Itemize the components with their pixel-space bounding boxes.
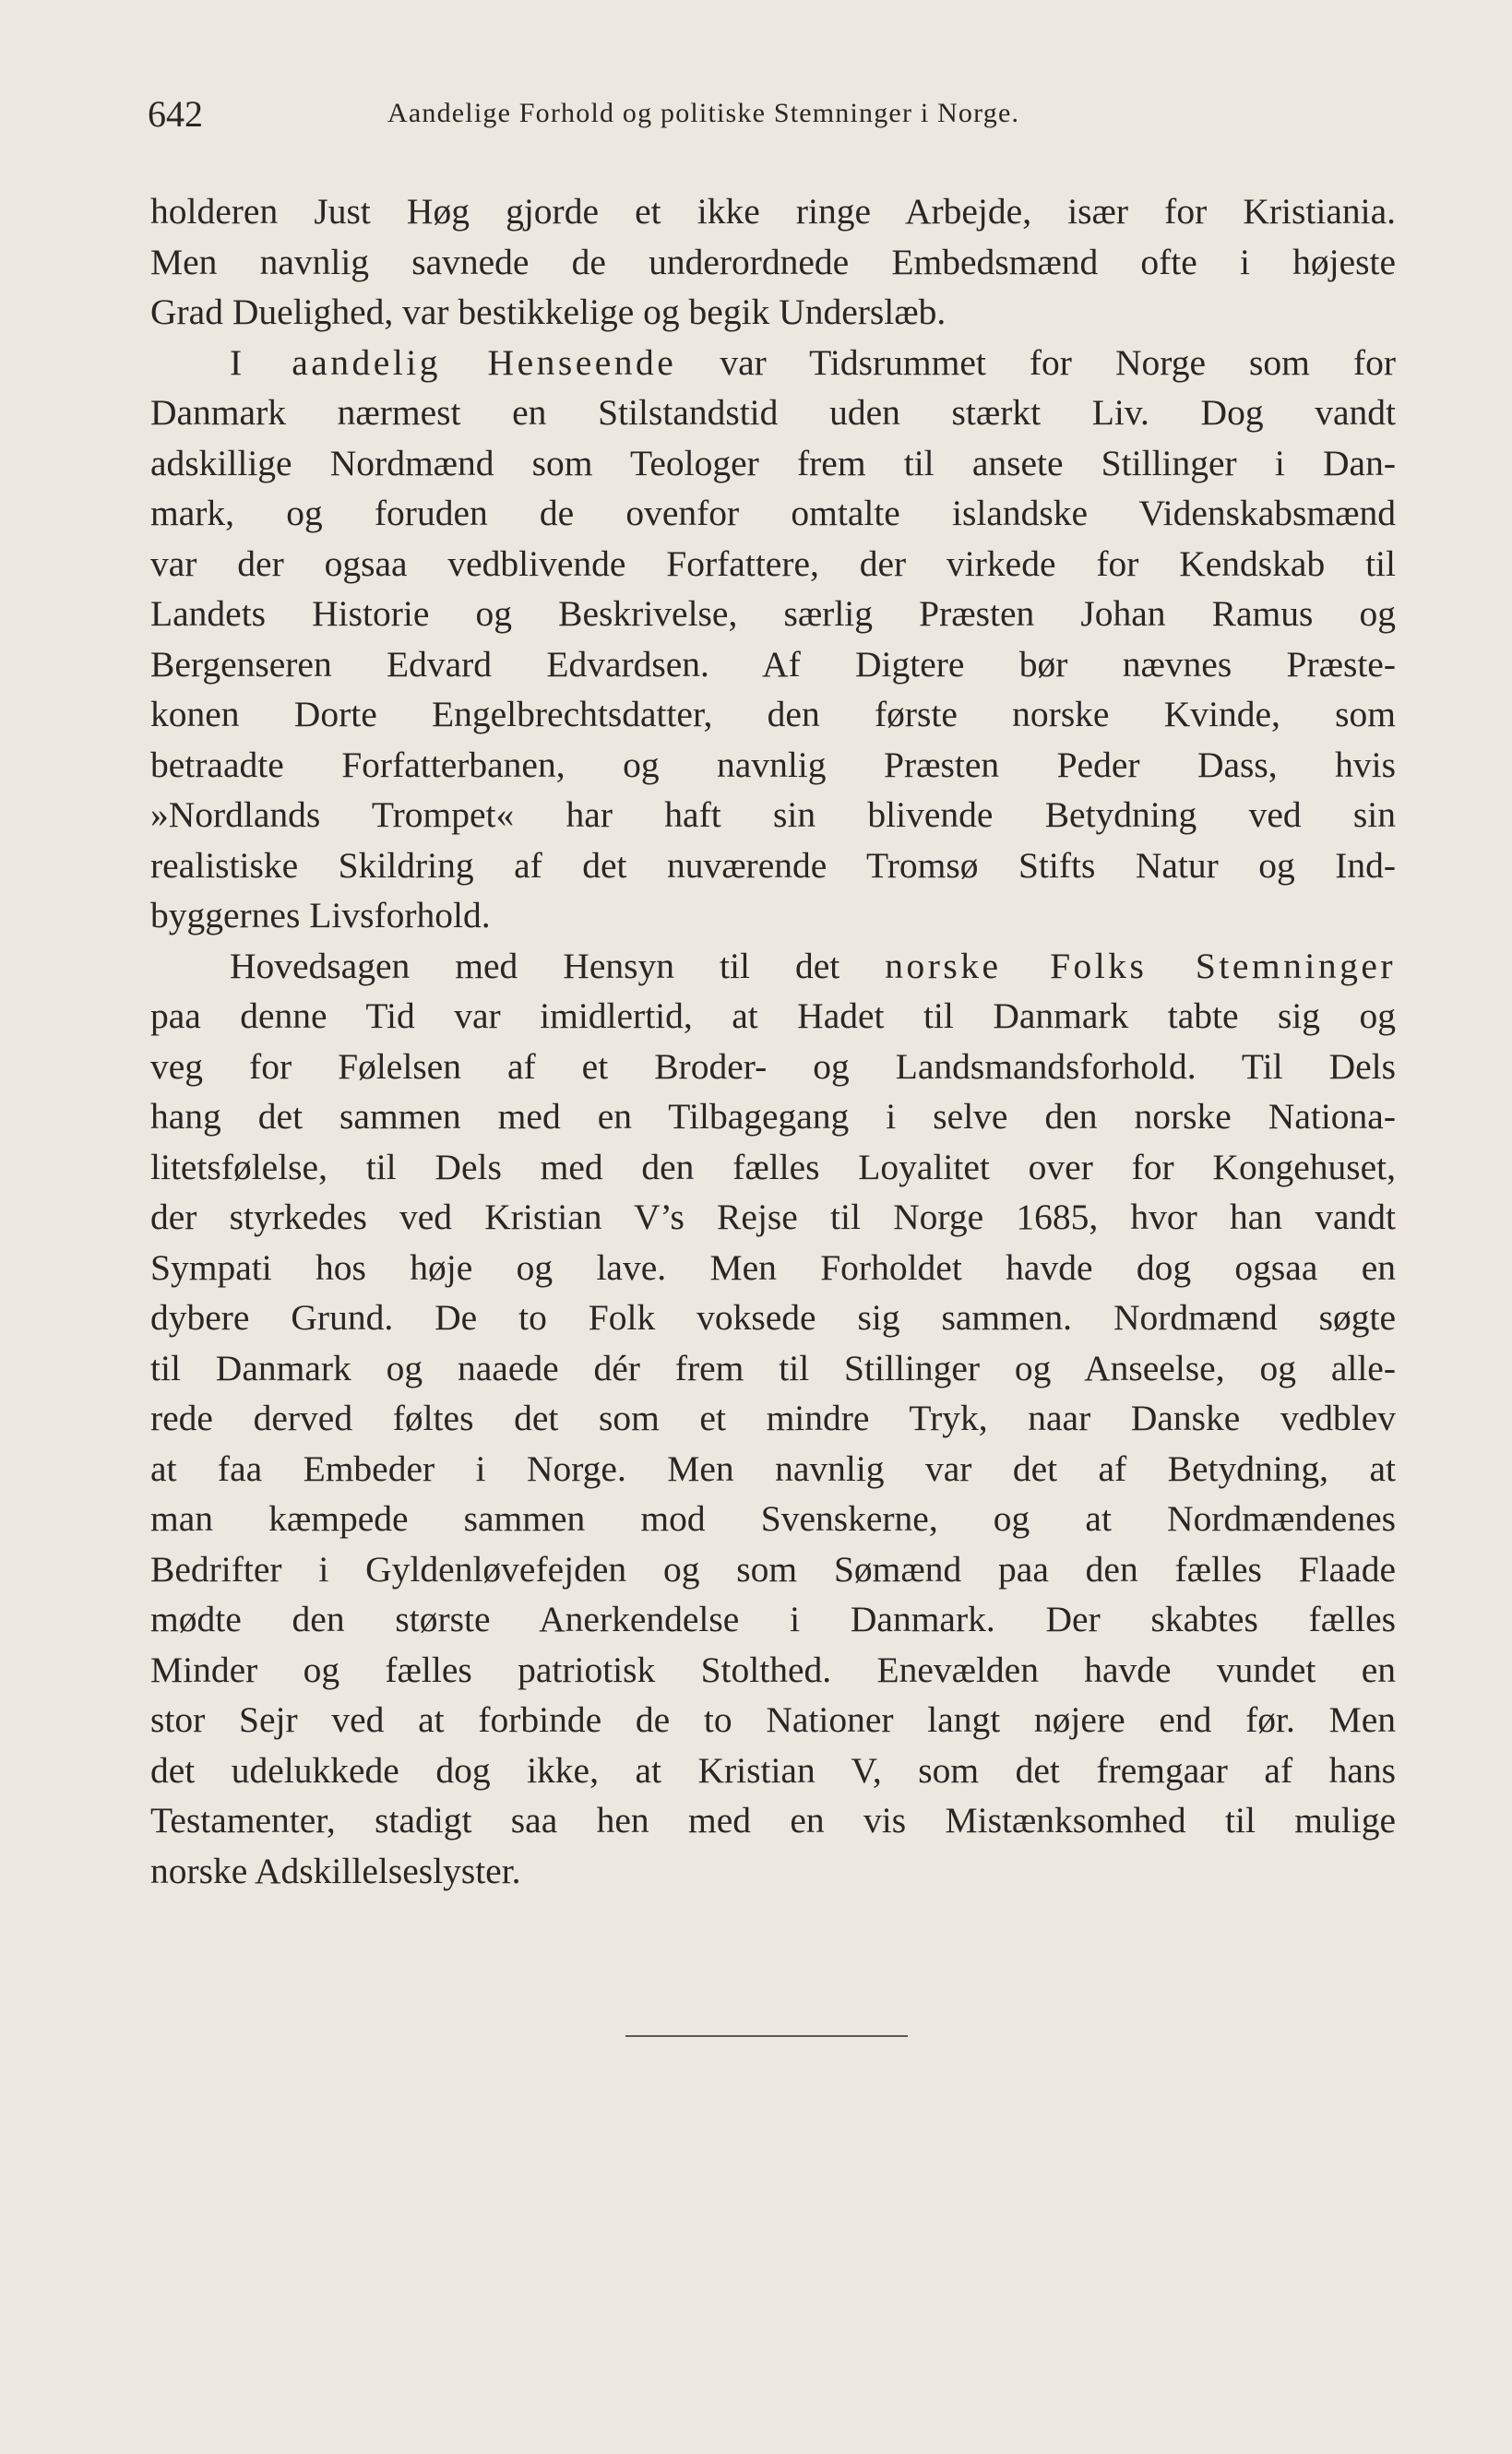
text-line bbox=[150, 1293, 1396, 1343]
text-run: dybere Grund. De to Folk voksede sig sammen. Nordmænd søgte bbox=[150, 1297, 1396, 1338]
text-run: veg for Følelsen af et Broder- og Landsmandsforhold. Til Dels bbox=[150, 1045, 1396, 1087]
text-run: Bergenseren Edvard Edvardsen. Af Digtere bør nævnes Præste- bbox=[150, 643, 1396, 685]
text-line bbox=[150, 1594, 1396, 1645]
body-text bbox=[150, 186, 1396, 1896]
text-line bbox=[150, 1745, 1396, 1796]
text-line bbox=[150, 287, 1396, 338]
text-run: at faa Embeder i Norge. Men navnlig var det af Betydning, at bbox=[150, 1447, 1396, 1489]
text-run: Minder og fælles patriotisk Stolthed. Enevælden havde vundet en bbox=[150, 1649, 1396, 1690]
text-line bbox=[150, 740, 1396, 791]
text-run: Hovedsagen med Hensyn til det bbox=[230, 945, 886, 986]
text-line bbox=[150, 840, 1396, 891]
text-line bbox=[150, 1645, 1396, 1696]
running-title: Aandelige Forhold og politiske Stemninger i Norge. bbox=[387, 98, 1020, 128]
text-line bbox=[150, 539, 1396, 590]
text-run: norske Adskillelseslyster. bbox=[150, 1850, 521, 1891]
text-run: Testamenter, stadigt saa hen med en vis Mistænksomhed til mulige bbox=[150, 1800, 1396, 1840]
text-line bbox=[150, 1142, 1396, 1193]
text-run: mødte den største Anerkendelse i Danmark. Der skabtes fælles bbox=[150, 1599, 1396, 1639]
text-run: »Nordlands Trompet« har haft sin blivende Betydning ved sin bbox=[150, 794, 1396, 835]
text-run: man kæmpede sammen mod Svenskerne, og at Nordmændenes bbox=[150, 1498, 1396, 1539]
text-run: byggernes Livsforhold. bbox=[150, 895, 491, 935]
text-run: stor Sejr ved at forbinde de to Nationer langt nøjere end før. Men bbox=[150, 1699, 1396, 1740]
page-header bbox=[148, 92, 1402, 138]
text-run: til Danmark og naaede dér frem til Stillinger og Anseelse, og alle- bbox=[150, 1347, 1396, 1388]
text-line bbox=[150, 387, 1396, 438]
text-line bbox=[150, 1544, 1396, 1595]
text-line bbox=[150, 1192, 1396, 1243]
end-rule bbox=[625, 2035, 908, 2037]
text-run: paa denne Tid var imidlertid, at Hadet til Danmark tabte sig og bbox=[150, 995, 1396, 1036]
text-run: var der ogsaa vedblivende Forfattere, der virkede for Kendskab til bbox=[150, 542, 1396, 584]
text-line bbox=[150, 237, 1396, 288]
text-line bbox=[150, 1343, 1396, 1394]
text-line bbox=[150, 1042, 1396, 1092]
text-line bbox=[150, 991, 1396, 1042]
text-line bbox=[150, 338, 1396, 388]
text-line bbox=[150, 1243, 1396, 1293]
text-run: rede derved føltes det som et mindre Tryk, naar Danske vedblev bbox=[150, 1398, 1396, 1438]
text-line bbox=[150, 639, 1396, 690]
text-line bbox=[150, 941, 1396, 992]
text-line bbox=[150, 589, 1396, 639]
text-run: Bedrifter i Gyldenløvefejden og som Sømænd paa den fælles Flaade bbox=[150, 1548, 1396, 1590]
text-line bbox=[150, 186, 1396, 237]
text-run: var Tidsrummet for Norge som for bbox=[676, 341, 1396, 383]
text-line bbox=[150, 1091, 1396, 1142]
text-run: Danmark nærmest en Stilstandstid uden stærkt Liv. Dog vandt bbox=[150, 392, 1396, 433]
text-line bbox=[150, 1695, 1396, 1745]
text-run: Men navnlig savnede de underordnede Embedsmænd ofte i højeste bbox=[150, 241, 1396, 282]
text-run: Sympati hos høje og lave. Men Forholdet havde dog ogsaa en bbox=[150, 1246, 1396, 1288]
text-line bbox=[150, 1846, 1396, 1897]
text-run: hang det sammen med en Tilbagegang i selve den norske Nationa- bbox=[150, 1096, 1396, 1137]
page-number: 642 bbox=[148, 93, 203, 135]
text-line bbox=[150, 790, 1396, 840]
spaced-emphasis: norske Folks Stemninger bbox=[885, 945, 1397, 986]
text-line bbox=[150, 488, 1396, 539]
text-line bbox=[150, 689, 1396, 740]
text-run: Landets Historie og Beskrivelse, særlig Præsten Johan Ramus og bbox=[150, 593, 1396, 634]
spaced-emphasis: I aandelig Henseende bbox=[230, 341, 677, 383]
text-line bbox=[150, 1795, 1396, 1846]
text-run: litetsfølelse, til Dels med den fælles Loyalitet over for Kongehuset, bbox=[150, 1146, 1396, 1187]
text-run: det udelukkede dog ikke, at Kristian V, som det fremgaar af hans bbox=[150, 1749, 1396, 1791]
text-line bbox=[150, 1444, 1396, 1495]
text-run: adskillige Nordmænd som Teologer frem til ansete Stillinger i Dan- bbox=[150, 442, 1396, 483]
text-line bbox=[150, 1393, 1396, 1444]
text-run: betraadte Forfatterbanen, og navnlig Præsten Peder Dass, hvis bbox=[150, 744, 1396, 785]
text-run: Grad Duelighed, var bestikkelige og begik Underslæb. bbox=[150, 292, 946, 332]
text-run: der styrkedes ved Kristian V’s Rejse til Norge 1685, hvor han vandt bbox=[150, 1197, 1396, 1237]
text-line bbox=[150, 438, 1396, 489]
text-run: konen Dorte Engelbrechtsdatter, den første norske Kvinde, som bbox=[150, 694, 1396, 734]
text-line bbox=[150, 1494, 1396, 1544]
text-run: holderen Just Høg gjorde et ikke ringe Arbejde, især for Kristiania. bbox=[150, 191, 1396, 232]
text-line bbox=[150, 890, 1396, 941]
text-run: realistiske Skildring af det nuværende Tromsø Stifts Natur og Ind- bbox=[150, 844, 1396, 886]
text-run: mark, og foruden de ovenfor omtalte islandske Videnskabsmænd bbox=[150, 493, 1396, 533]
